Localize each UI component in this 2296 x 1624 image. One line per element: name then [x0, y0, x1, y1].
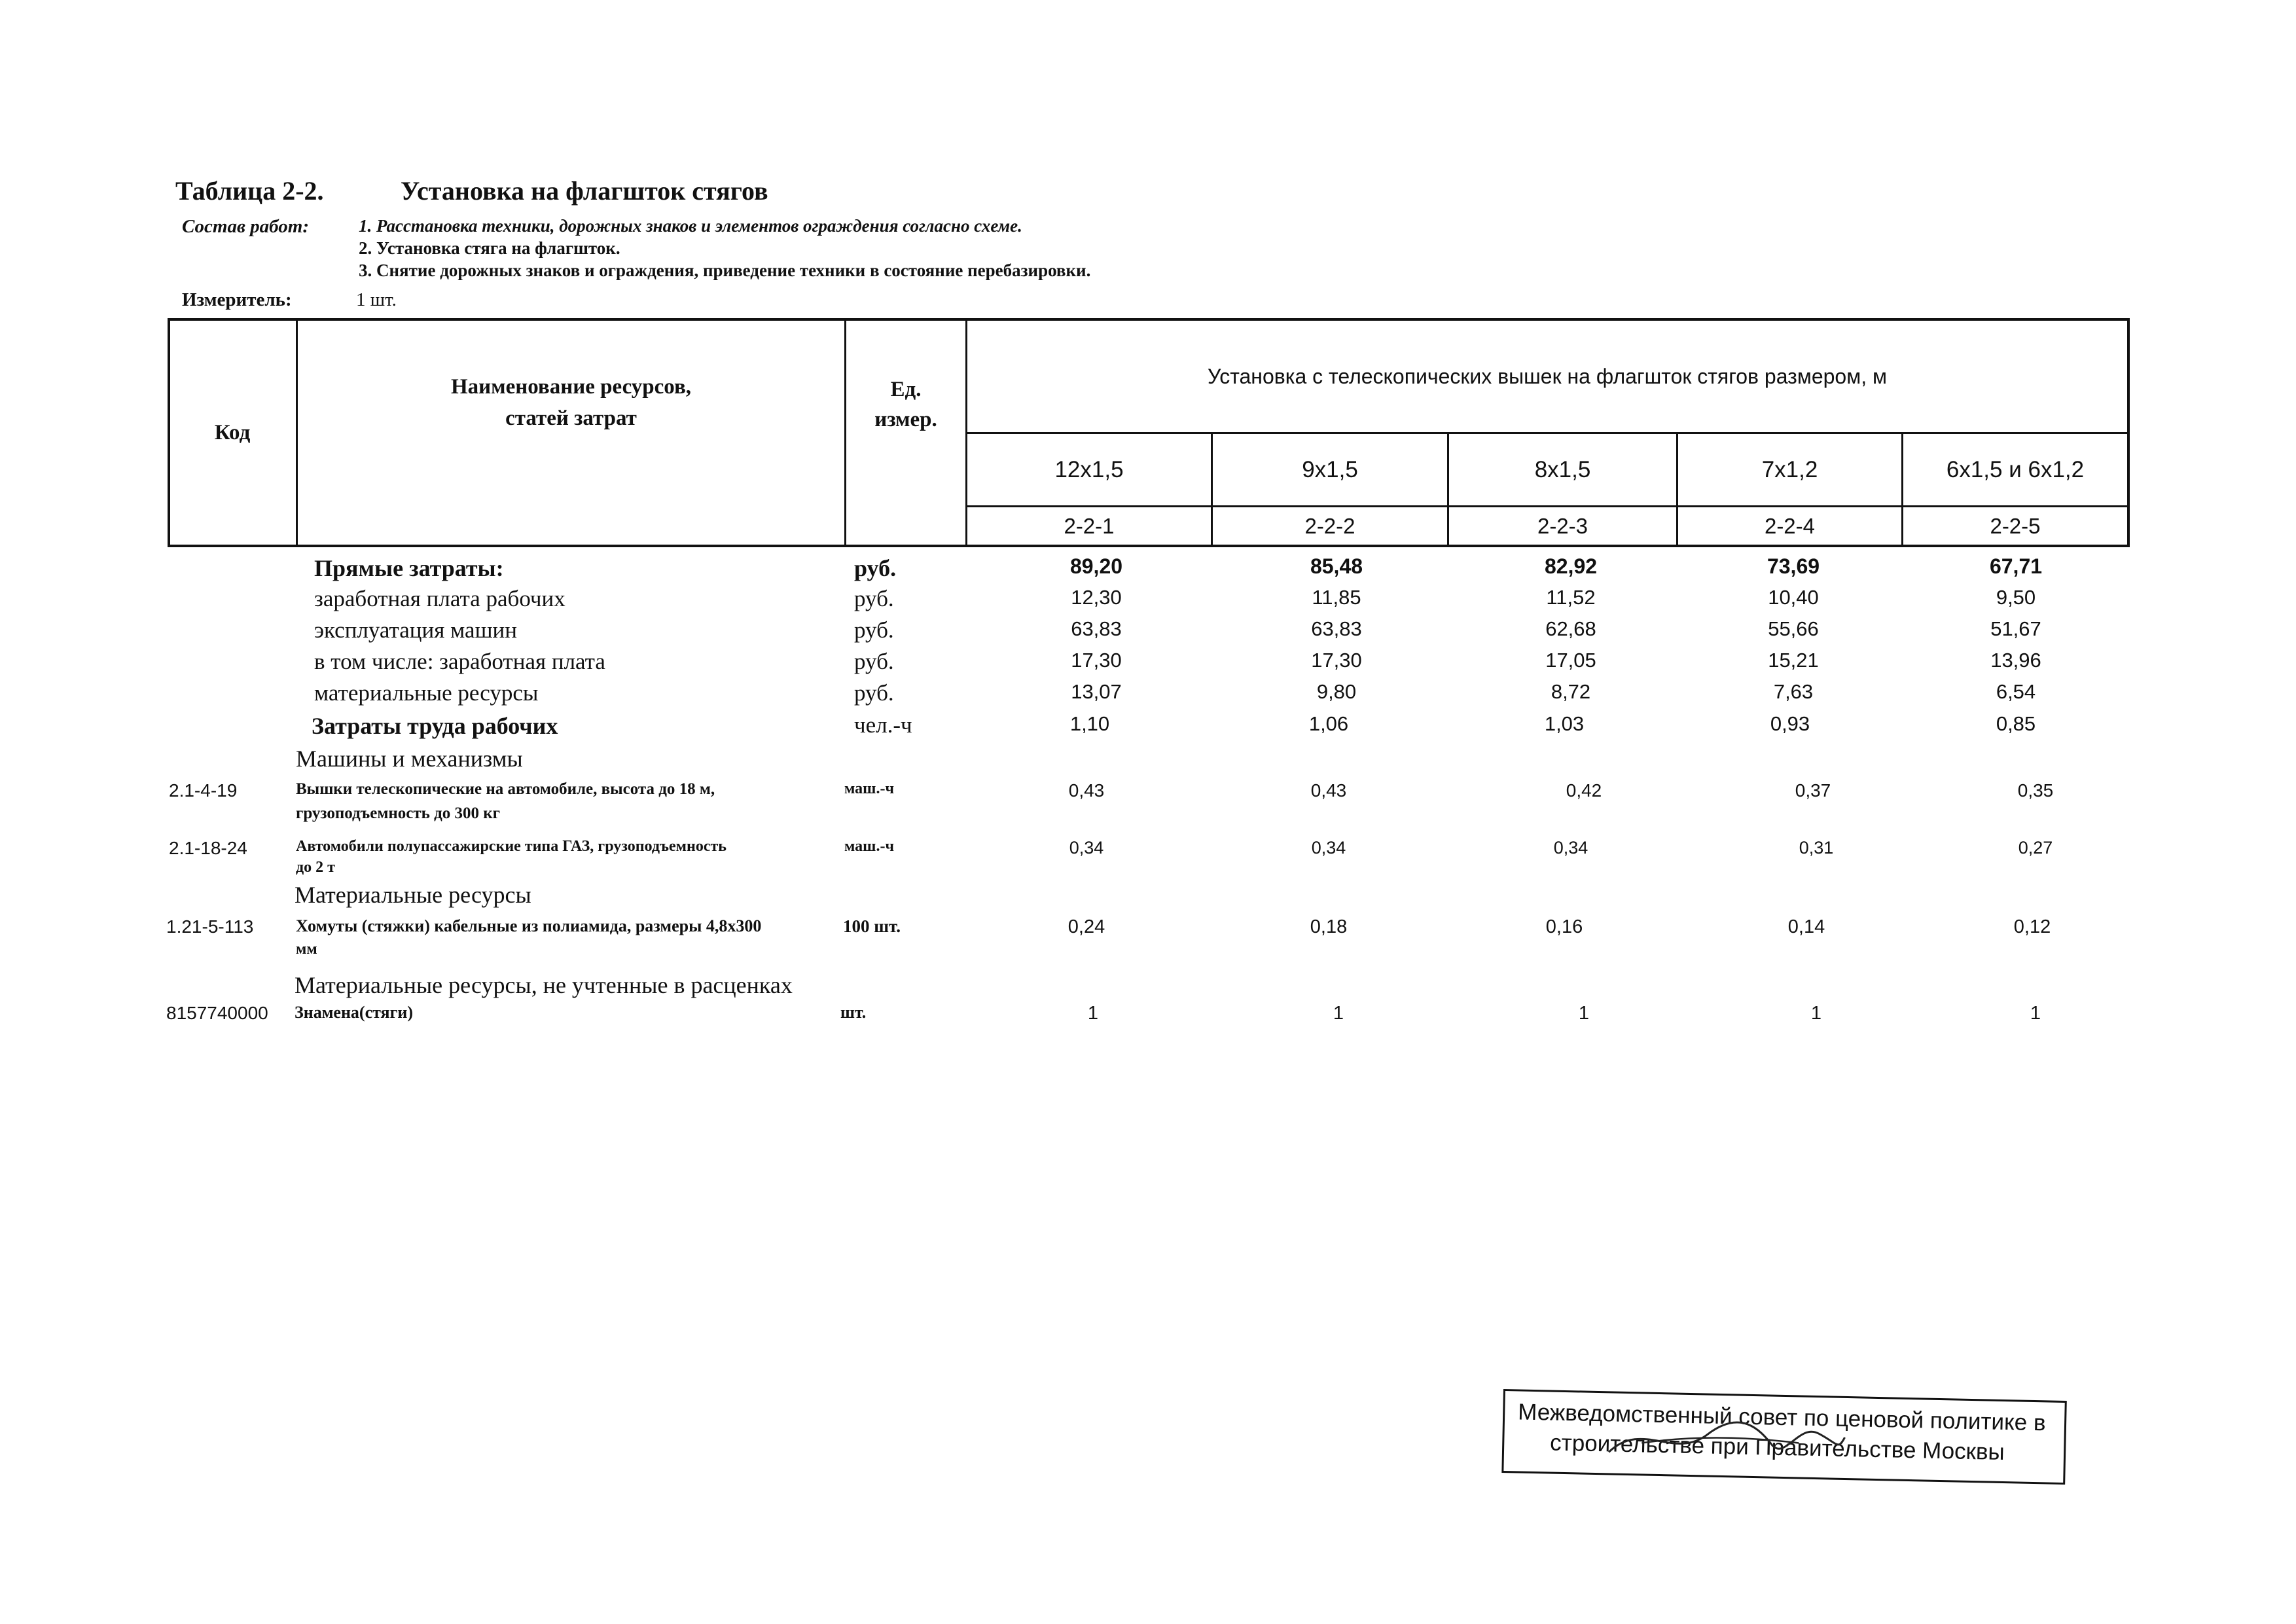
row-value: 8,72 — [1551, 680, 1591, 703]
row-value: 73,69 — [1767, 554, 1820, 578]
size-header: 12х1,5 — [1054, 456, 1124, 482]
row-value: 1 — [1333, 1003, 1344, 1024]
stamp-line-2: строительстве при Правительстве Москвы — [1549, 1430, 2005, 1466]
row-value: 17,30 — [1311, 649, 1362, 672]
col-header-name-line1: Наименование ресурсов, — [450, 375, 692, 399]
col-header-name-line2: статей затрат — [505, 406, 637, 430]
col-header-unit-line1: Ед. — [890, 378, 922, 401]
row-unit: шт. — [840, 1003, 867, 1022]
row-unit: руб. — [854, 649, 894, 674]
row-value: 0,24 — [1067, 916, 1105, 937]
row-value: 17,30 — [1071, 649, 1122, 672]
row-value: 13,07 — [1071, 680, 1122, 703]
row-value: 0,31 — [1799, 838, 1834, 857]
row-unit: руб. — [854, 555, 897, 581]
row-value: 15,21 — [1768, 649, 1819, 672]
row-value: 0,34 — [1069, 838, 1104, 857]
row-value: 0,34 — [1553, 838, 1588, 857]
table-title: Установка на флагшток стягов — [401, 176, 768, 206]
row-name: материальные ресурсы — [314, 680, 539, 706]
row-value: 0,93 — [1770, 712, 1810, 735]
row-value: 1 — [1578, 1003, 1590, 1024]
work-item-3: 3. Снятие дорожных знаков и ограждения, приведение техники в состояние перебазировки. — [359, 261, 1091, 280]
row-value: 63,83 — [1071, 617, 1122, 640]
row-unit: чел.-ч — [854, 712, 912, 738]
row-value: 1 — [1087, 1003, 1099, 1024]
size-header: 9х1,5 — [1302, 456, 1358, 482]
code-header: 2-2-3 — [1537, 513, 1588, 538]
row-code: 1.21-5-113 — [166, 916, 254, 937]
row-value: 1 — [2030, 1003, 2041, 1024]
section-heading: Машины и механизмы — [296, 746, 523, 772]
row-value: 0,37 — [1795, 780, 1831, 801]
row-value: 0,43 — [1310, 780, 1347, 801]
row-value: 0,35 — [2017, 780, 2054, 801]
row-value: 85,48 — [1310, 554, 1363, 578]
col-header-code: Код — [214, 420, 251, 444]
row-value: 1 — [1810, 1003, 1822, 1024]
row-value: 1,03 — [1544, 712, 1585, 735]
work-item-1: 1. Расстановка техники, дорожных знаков и элементов ограждения согласно схеме. — [359, 216, 1022, 236]
measure-label: Измеритель: — [182, 289, 292, 310]
row-value: 82,92 — [1544, 554, 1598, 578]
row-value: 12,30 — [1071, 586, 1122, 609]
row-value: 0,42 — [1566, 780, 1602, 801]
row-value: 1,06 — [1308, 712, 1349, 735]
size-header: 7х1,2 — [1761, 456, 1818, 482]
row-value: 17,05 — [1545, 649, 1596, 672]
size-header: 6х1,5 и 6х1,2 — [1946, 456, 2085, 482]
row-name: в том числе: заработная плата — [314, 649, 605, 674]
row-value: 55,66 — [1768, 617, 1819, 640]
row-unit: руб. — [854, 586, 894, 611]
row-value: 6,54 — [1996, 680, 2036, 703]
work-label: Состав работ: — [182, 216, 309, 237]
measure-value: 1 шт. — [356, 289, 397, 310]
col-header-name — [298, 367, 844, 439]
size-header: 8х1,5 — [1534, 456, 1591, 482]
col-header-unit-line2: измер. — [874, 408, 937, 431]
row-unit: маш.-ч — [844, 780, 894, 797]
row-value: 0,85 — [1996, 712, 2036, 735]
row-value: 0,27 — [2018, 838, 2053, 857]
row-value: 10,40 — [1768, 586, 1819, 609]
row-name: Затраты труда рабочих — [312, 713, 558, 739]
header-border-bottom — [168, 545, 2130, 547]
row-name: Прямые затраты: — [314, 555, 504, 581]
row-name-cont: грузоподъемность до 300 кг — [296, 804, 501, 822]
row-code: 2.1-18-24 — [169, 838, 247, 858]
row-unit: маш.-ч — [844, 838, 894, 855]
row-value: 0,16 — [1545, 916, 1583, 937]
stamp-line-1: Межведомственный совет по ценовой политике в — [1517, 1399, 2046, 1436]
row-unit: руб. — [854, 680, 894, 706]
row-unit: 100 шт. — [843, 916, 901, 936]
row-value: 67,71 — [1989, 554, 2043, 578]
row-value: 62,68 — [1545, 617, 1596, 640]
row-value: 0,14 — [1787, 916, 1825, 937]
row-value: 11,85 — [1312, 586, 1361, 609]
col-header-group: Установка с телескопических вышек на флагшток стягов размером, м — [1208, 364, 1887, 388]
section-heading: Материальные ресурсы — [295, 882, 531, 908]
table-number: Таблица 2-2. — [175, 176, 324, 206]
row-unit: руб. — [854, 617, 894, 643]
row-name: Хомуты (стяжки) кабельные из полиамида, размеры 4,8х300 — [296, 916, 762, 935]
row-code: 8157740000 — [166, 1003, 268, 1023]
header-border-top — [168, 318, 2130, 321]
row-value: 11,52 — [1546, 586, 1596, 609]
row-value: 51,67 — [1990, 617, 2041, 640]
row-name-cont: до 2 т — [296, 859, 335, 876]
code-header: 2-2-2 — [1304, 513, 1355, 538]
row-code: 2.1-4-19 — [169, 780, 238, 801]
code-header: 2-2-5 — [1990, 513, 2041, 538]
row-name: эксплуатация машин — [314, 617, 517, 643]
row-value: 7,63 — [1773, 680, 1814, 703]
row-value: 0,12 — [2013, 916, 2051, 937]
row-name: заработная плата рабочих — [314, 586, 565, 611]
row-value: 1,10 — [1069, 712, 1110, 735]
section-heading: Материальные ресурсы, не учтенные в расценках — [295, 972, 793, 998]
code-header: 2-2-4 — [1764, 513, 1816, 538]
row-name: Вышки телескопические на автомобиле, высота до 18 м, — [296, 780, 715, 798]
approval-stamp — [1501, 1389, 2066, 1485]
row-value: 9,50 — [1996, 586, 2036, 609]
row-value: 13,96 — [1990, 649, 2041, 672]
row-value: 89,20 — [1069, 554, 1123, 578]
row-value: 0,43 — [1068, 780, 1105, 801]
row-name: Автомобили полупассажирские типа ГАЗ, грузоподъемность — [296, 838, 726, 855]
row-value: 0,34 — [1311, 838, 1346, 857]
code-header: 2-2-1 — [1064, 513, 1115, 538]
work-item-2: 2. Установка стяга на флагшток. — [359, 238, 620, 258]
row-value: 63,83 — [1311, 617, 1362, 640]
row-name-cont: мм — [296, 941, 317, 958]
row-value: 9,80 — [1316, 680, 1357, 703]
handwritten-signature — [1602, 1406, 1852, 1470]
col-header-unit — [846, 372, 965, 437]
row-value: 0,18 — [1310, 916, 1348, 937]
row-name: Знамена(стяги) — [295, 1003, 414, 1022]
